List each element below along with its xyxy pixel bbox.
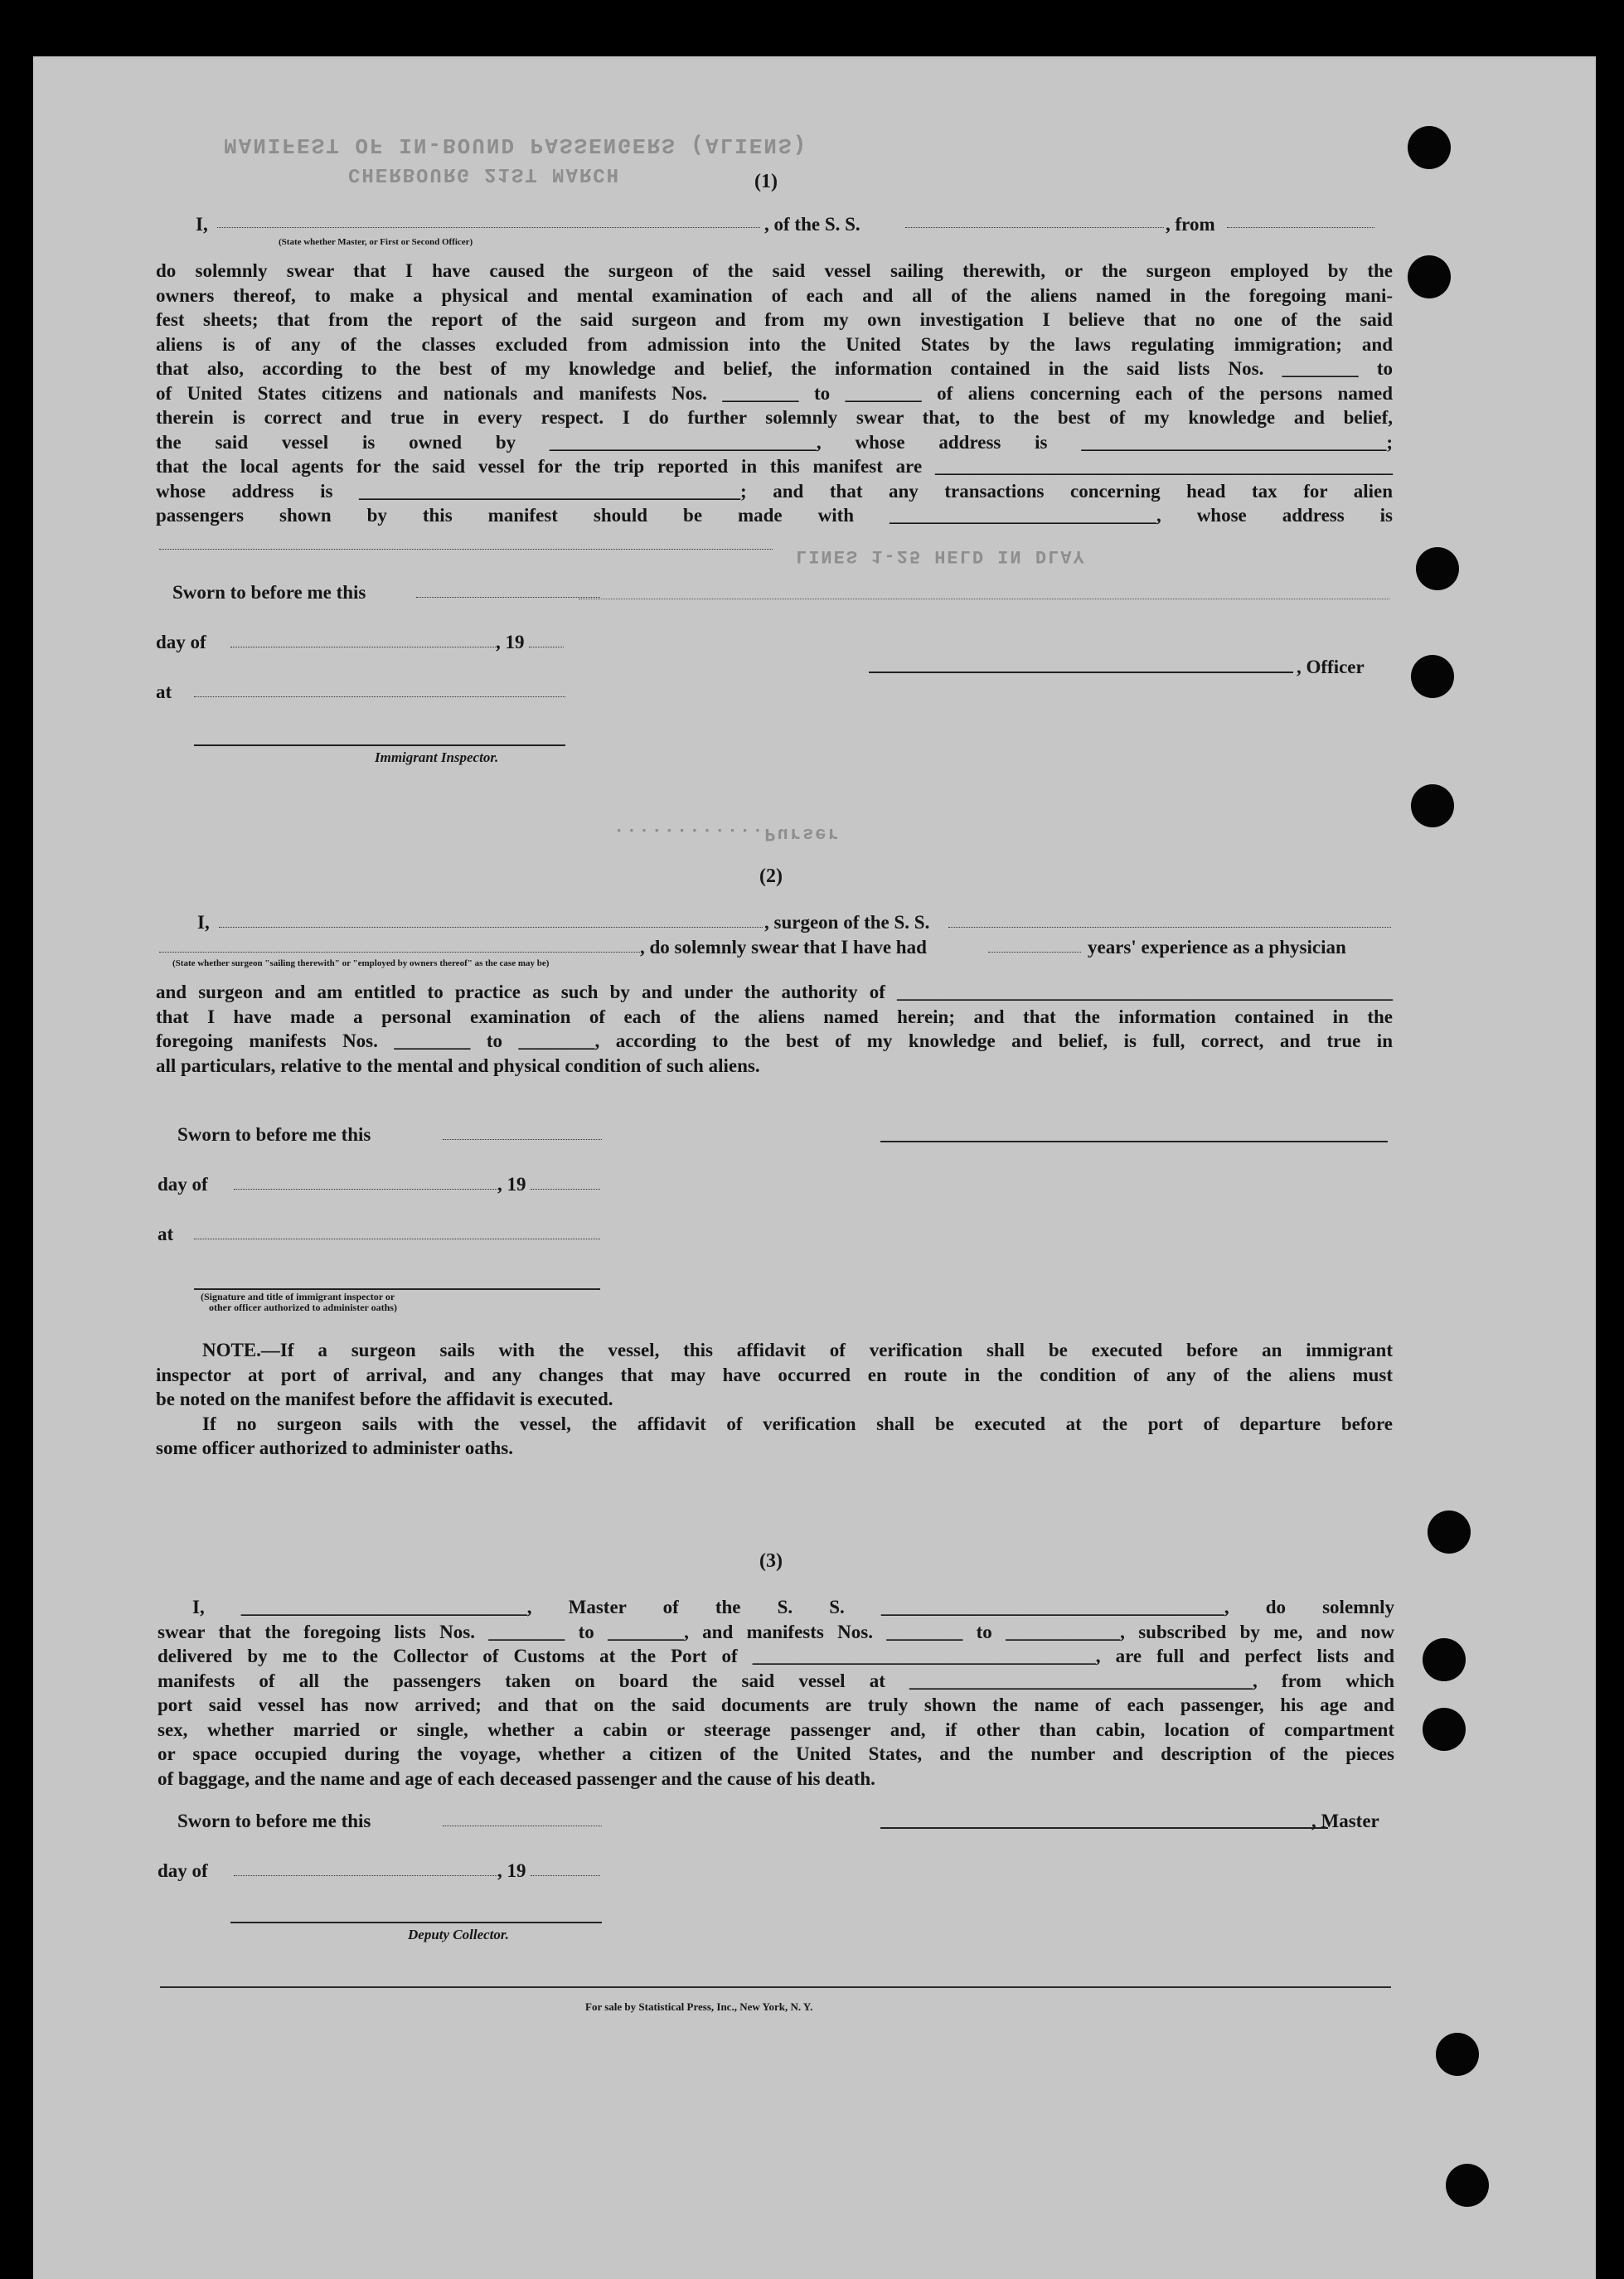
body-line: sex, whether married or single, whether a cabin or steerage passenger and, if other than cabin, location of compartment — [158, 1719, 1394, 1740]
punch-hole — [1408, 255, 1451, 298]
body-line: therein is correct and true in every respect. I do further solemnly swear that, to the best of my knowledge and belief, — [156, 407, 1393, 428]
section-1-number: (1) — [754, 171, 778, 192]
surgeon-vessel-field[interactable] — [948, 927, 1391, 928]
section-2-body — [156, 980, 1393, 1079]
address-continuation-field[interactable] — [159, 549, 773, 550]
year-label: , 19 — [497, 1860, 526, 1881]
section-3-body — [158, 1595, 1394, 1794]
punch-hole — [1416, 547, 1459, 590]
bleed-through-text: LINES 1-25 HELD IN DLAY — [796, 546, 1086, 566]
note-line: some officer authorized to administer oaths. — [156, 1438, 513, 1458]
body-line: whose address is ________________________________________; and that any transactions concerning head tax for alien — [156, 480, 1393, 502]
section-2-number: (2) — [759, 866, 783, 887]
note-line: inspector at port of arrival, and any changes that may have occurred en route in the condition of any of the aliens must — [156, 1364, 1393, 1385]
body-line: that the local agents for the said vessel for the trip reported in this manifest are ________________________________________________ — [156, 456, 1393, 477]
body-line: of United States citizens and nationals and manifests Nos. ________ to ________ of aliens concerning each of the persons named — [156, 382, 1393, 404]
sworn-label: Sworn to before me this — [172, 582, 366, 603]
intro-i: I, — [197, 912, 210, 933]
section-1-body — [156, 259, 1393, 541]
note-line: NOTE.—If a surgeon sails with the vessel, this affidavit of verification shall be executed before an immigrant — [202, 1340, 1393, 1360]
note-line: be noted on the manifest before the affidavit is executed. — [156, 1389, 613, 1409]
body-line: swear that the foregoing lists Nos. ________ to ________, and manifests Nos. ________ to ____________, subscribed by me, and now — [158, 1621, 1394, 1642]
punch-hole — [1423, 1638, 1466, 1681]
note-line: If no surgeon sails with the vessel, the affidavit of verification shall be executed at the port of departure before — [202, 1413, 1393, 1434]
punch-hole — [1423, 1708, 1466, 1751]
officer-label: , Officer — [1297, 657, 1365, 677]
vessel-name-field[interactable] — [905, 227, 1164, 228]
intro-i: I, — [196, 214, 208, 235]
footer-rule — [160, 1986, 1391, 1988]
punch-hole — [1436, 2033, 1479, 2076]
at-label: at — [158, 1224, 174, 1244]
inspector-signature-line[interactable] — [194, 1288, 600, 1290]
body-line: foregoing manifests Nos. ________ to ________, according to the best of my knowledge and belief, is full, correct, and true in — [156, 1030, 1393, 1051]
swear-label: , do solemnly swear that I have had — [640, 937, 927, 958]
body-line: and surgeon and am entitled to practice as such by and under the authority of ____________________________________________________ — [156, 982, 1393, 1002]
bleed-through-text: ............Purser — [613, 823, 841, 844]
year-field[interactable] — [531, 1189, 600, 1190]
printer-credit: For sale by Statistical Press, Inc., New York, N. Y. — [585, 2000, 813, 2013]
deputy-collector-signature-line[interactable] — [230, 1922, 602, 1923]
at-place-field[interactable] — [194, 696, 565, 697]
sworn-label: Sworn to before me this — [177, 1811, 371, 1831]
deputy-collector-caption: Deputy Collector. — [408, 1927, 509, 1942]
from-port-field[interactable] — [1227, 227, 1374, 228]
body-line: port said vessel has now arrived; and that on the said documents are truly shown the name of each passenger, his age and — [158, 1695, 1394, 1715]
master-label: , Master — [1311, 1811, 1379, 1831]
day-of-label: day of — [158, 1174, 208, 1195]
officer-name-field[interactable] — [217, 227, 760, 228]
body-line: passengers shown by this manifest should be made with ____________________________, whose address is — [156, 505, 1393, 526]
section-3-number: (3) — [759, 1550, 783, 1572]
note-block — [156, 1338, 1393, 1462]
day-of-label: day of — [156, 632, 206, 652]
day-of-field[interactable] — [234, 1189, 499, 1190]
punch-hole — [1428, 1510, 1471, 1554]
officer-role-note: (State whether Master, or First or Second Officer) — [279, 237, 473, 247]
bleed-through-text: CHERBOURG 21ST MARCH — [348, 162, 621, 185]
day-of-label: day of — [158, 1860, 208, 1881]
manifest-back-page — [33, 56, 1596, 2279]
experience-label: years' experience as a physician — [1088, 937, 1346, 958]
from-label: , from — [1166, 214, 1215, 235]
surgeon-signature-line[interactable] — [880, 1141, 1388, 1142]
sworn-label: Sworn to before me this — [177, 1124, 371, 1145]
sworn-date-field[interactable] — [443, 1139, 602, 1140]
year-label: , 19 — [496, 632, 525, 652]
body-line: fest sheets; that from the report of the said surgeon and from my own investigation I believe that no one of the said — [156, 309, 1393, 330]
body-line: of baggage, and the name and age of each deceased passenger and the cause of his death. — [158, 1767, 875, 1789]
bleed-through-text: MANIFEST OF IN-BOUND PASSENGERS (ALIENS) — [224, 133, 808, 158]
inspector-signature-line[interactable] — [194, 744, 565, 746]
surgeon-role-note: (State whether surgeon "sailing therewith" or "employed by owners thereof" as the case may be) — [172, 958, 550, 968]
surgeon-role-field[interactable] — [159, 952, 640, 953]
body-line: I, ______________________________, Master of the S. S. ____________________________________, do solemnly — [192, 1597, 1394, 1617]
body-line: owners thereof, to make a physical and mental examination of each and all of the aliens named in the foregoing mani- — [156, 284, 1393, 306]
inspector-caption: Immigrant Inspector. — [375, 749, 499, 765]
year-field[interactable] — [531, 1875, 600, 1876]
body-line: all particulars, relative to the mental and physical condition of such aliens. — [156, 1055, 760, 1076]
punch-hole — [1408, 126, 1451, 169]
body-line: that I have made a personal examination of each of the aliens named herein; and that the information contained in the — [156, 1006, 1393, 1027]
body-line: do solemnly swear that I have caused the surgeon of the said vessel sailing therewith, or the surgeon employed by the — [156, 260, 1393, 281]
years-field[interactable] — [988, 952, 1081, 953]
body-line: or space occupied during the voyage, whether a citizen of the United States, and the number and description of the pieces — [158, 1743, 1394, 1764]
body-line: delivered by me to the Collector of Customs at the Port of ____________________________________, are full and perfect lists and — [158, 1646, 1394, 1666]
signature-caption: (Signature and title of immigrant inspector or — [201, 1291, 395, 1302]
master-signature-line[interactable] — [880, 1827, 1328, 1829]
punch-hole — [1411, 784, 1454, 827]
day-of-field[interactable] — [234, 1875, 499, 1876]
signature-caption: other officer authorized to administer oaths) — [209, 1302, 397, 1313]
punch-hole — [1446, 2164, 1489, 2207]
body-line: manifests of all the passengers taken on board the said vessel at ____________________________________, from which — [158, 1670, 1394, 1691]
surgeon-of-label: , surgeon of the S. S. — [764, 912, 930, 933]
officer-signature-line[interactable] — [869, 672, 1293, 673]
sworn-date-field[interactable] — [416, 597, 600, 598]
body-line: that also, according to the best of my knowledge and belief, the information contained in the said lists Nos. ________ to — [156, 358, 1393, 379]
punch-hole — [1411, 655, 1454, 698]
body-line: the said vessel is owned by ____________________________, whose address is ________________________________; — [156, 431, 1393, 453]
at-label: at — [156, 681, 172, 702]
of-ss-label: , of the S. S. — [764, 214, 860, 235]
body-line: aliens is of any of the classes excluded from admission into the United States by the laws regulating immigration; and — [156, 333, 1393, 355]
year-label: , 19 — [497, 1174, 526, 1195]
surgeon-name-field[interactable] — [219, 927, 763, 928]
